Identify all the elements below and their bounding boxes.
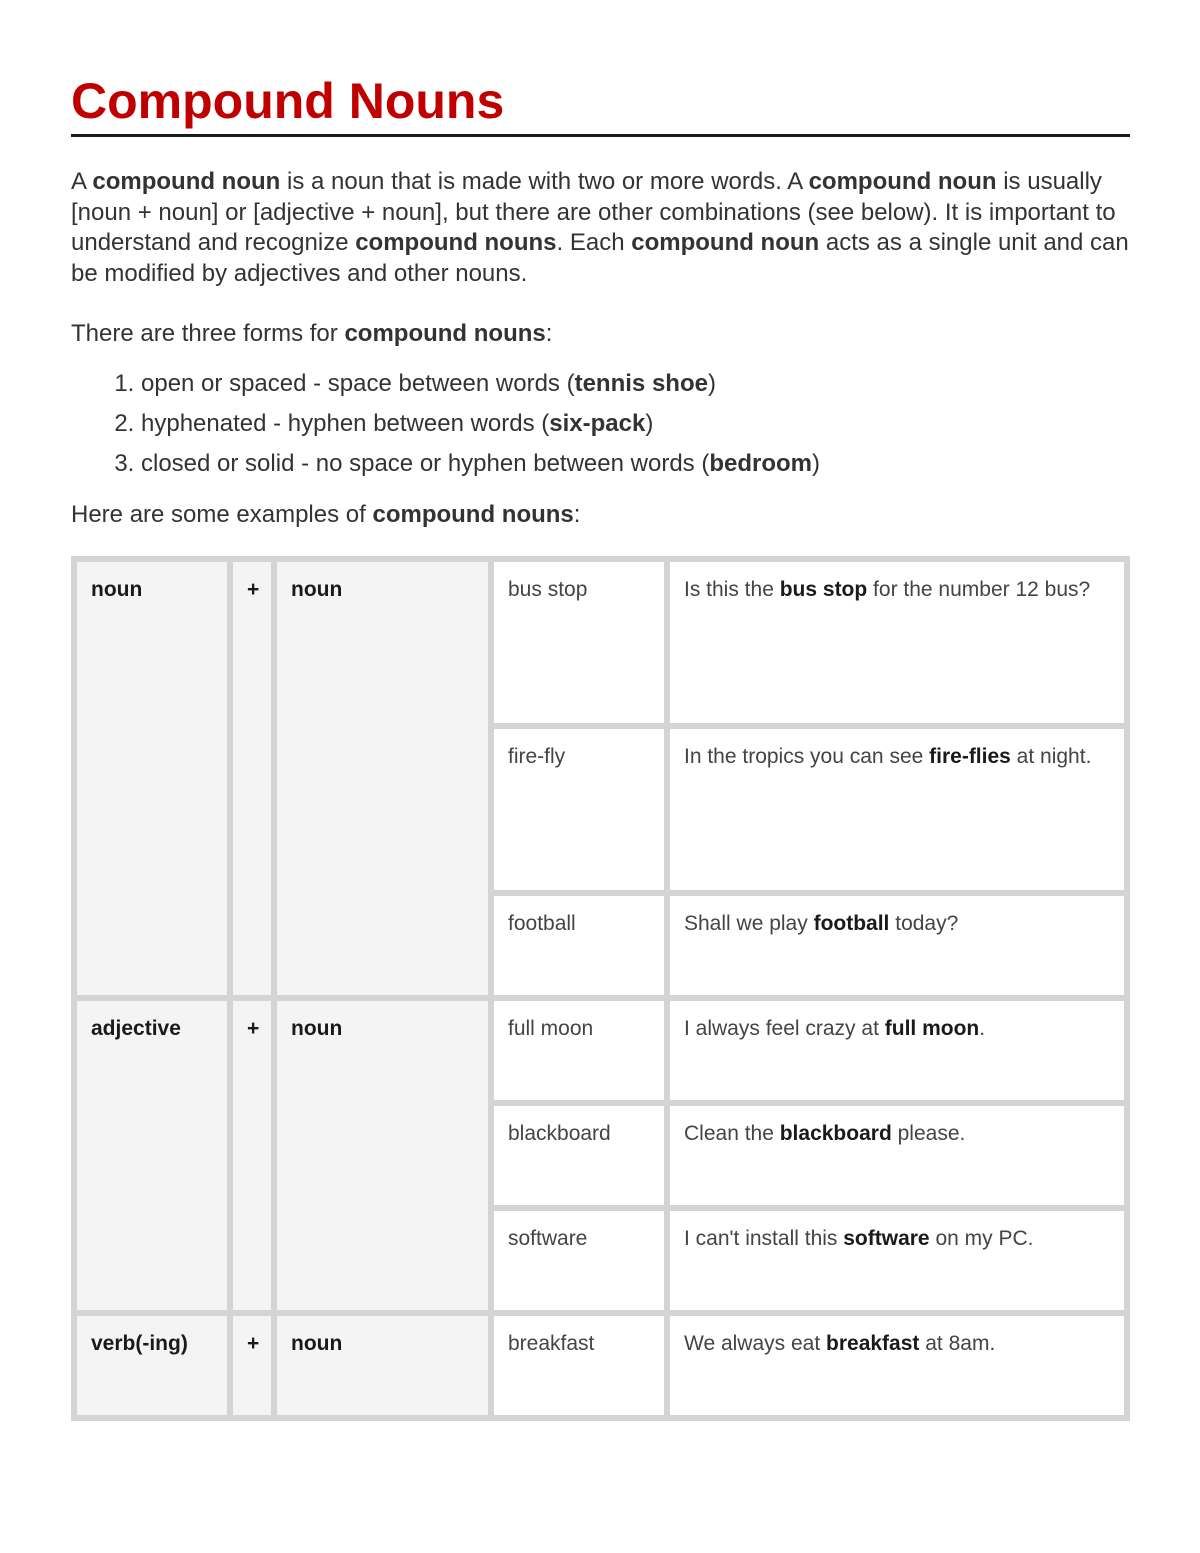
intro-text: is a noun that is made with two or more words. A [280,168,809,195]
sentence-term: football [813,912,890,935]
intro-term: compound noun [92,168,281,195]
form-description: - space between words ( [306,369,575,397]
example-word-cell: football [491,893,667,998]
form-label: open or spaced [141,369,307,397]
sentence-term: breakfast [826,1332,920,1355]
intro-text: is usually [noun + noun] or [adjective + noun], but there are other combinations (see below). It is important to understand and recognize [71,168,1116,256]
sentence-text: I always feel crazy at [684,1017,885,1040]
forms-intro-colon: : [545,320,553,347]
examples-intro-term: compound nouns [372,500,574,528]
sentence-text: Clean the [684,1122,780,1145]
table-row [74,559,1127,726]
category-first-cell: verb(-ing) [74,1313,230,1418]
form-description: - hyphen between words ( [266,409,550,437]
category-plus-cell: + [230,1313,274,1418]
examples-intro-colon: : [573,500,581,528]
sentence-text: Shall we play [684,912,814,935]
examples-table [71,556,1130,1421]
intro-term: compound nouns [355,229,557,256]
table-row [74,1313,1127,1418]
form-list-item [141,444,1130,484]
intro-paragraph [71,167,1130,289]
sentence-text: on my PC. [929,1227,1034,1250]
page-title: Compound Nouns [71,73,505,129]
sentence-term: fire-flies [929,745,1011,768]
example-sentence-cell [667,726,1127,893]
examples-intro-text: Here are some examples of [71,500,373,528]
sentence-text: We always eat [684,1332,827,1355]
form-close-paren: ) [707,369,716,397]
forms-intro-text: There are three forms for [71,320,345,347]
form-close-paren: ) [645,409,654,437]
example-sentence-cell [667,1313,1127,1418]
forms-intro-term: compound nouns [344,320,546,347]
example-word-cell: software [491,1208,667,1313]
form-list-item [141,404,1130,444]
intro-term: compound noun [631,229,820,256]
category-second-cell: noun [274,1313,491,1418]
example-word-cell: full moon [491,998,667,1103]
example-sentence-cell [667,559,1127,726]
example-sentence-cell [667,893,1127,998]
form-label: closed or solid [141,449,295,477]
example-sentence-cell [667,1103,1127,1208]
form-label: hyphenated [141,409,267,437]
intro-term: compound noun [808,168,997,195]
form-description: - no space or hyphen between words ( [294,449,710,477]
sentence-text: Is this the [684,578,780,601]
category-plus-cell: + [230,559,274,998]
example-sentence-cell [667,1208,1127,1313]
sentence-text: . [979,1017,986,1040]
category-second-cell: noun [274,998,491,1313]
example-word-cell: breakfast [491,1313,667,1418]
forms-list [71,364,1130,484]
sentence-text: at night. [1010,745,1092,768]
sentence-term: blackboard [779,1122,892,1145]
table-row [74,998,1127,1103]
category-plus-cell: + [230,998,274,1313]
document-page [71,70,1130,1421]
sentence-text: today? [889,912,959,935]
example-word-cell: blackboard [491,1103,667,1208]
form-example: tennis shoe [574,369,708,397]
intro-text: . Each [556,229,632,256]
sentence-term: software [843,1227,930,1250]
category-second-cell: noun [274,559,491,998]
sentence-text: at 8am. [919,1332,996,1355]
sentence-text: In the tropics you can see [684,745,930,768]
category-first-cell: noun [74,559,230,998]
sentence-text: please. [891,1122,966,1145]
intro-text: acts as a single unit and can be modified by adjectives and other nouns. [71,229,1129,287]
title-divider [71,134,1130,137]
sentence-term: full moon [884,1017,980,1040]
form-list-item [141,364,1130,404]
intro-text: A [71,168,93,195]
form-example: bedroom [709,449,812,477]
form-close-paren: ) [812,449,820,477]
example-word-cell: fire-fly [491,726,667,893]
examples-intro-paragraph [71,500,1130,531]
sentence-text: for the number 12 bus? [867,578,1091,601]
example-sentence-cell [667,998,1127,1103]
form-example: six-pack [549,409,646,437]
examples-table-body [74,559,1127,1418]
sentence-text: I can't install this [684,1227,844,1250]
example-word-cell: bus stop [491,559,667,726]
forms-intro-paragraph [71,319,1130,350]
sentence-term: bus stop [779,578,868,601]
category-first-cell: adjective [74,998,230,1313]
